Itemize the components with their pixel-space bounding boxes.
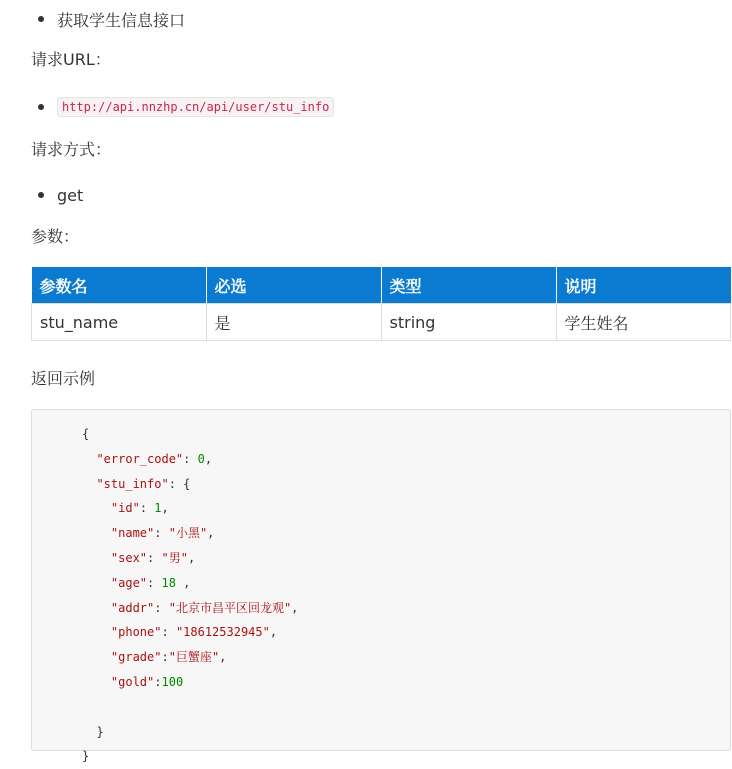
json-key: "stu_info" xyxy=(96,476,169,491)
json-string: "18612532945" xyxy=(175,625,270,640)
header-required: 必选 xyxy=(206,267,381,304)
table-row xyxy=(32,304,731,341)
json-string: "小黑" xyxy=(168,526,208,541)
header-type: 类型 xyxy=(381,267,556,304)
json-number: 100 xyxy=(161,674,184,689)
json-key: "age" xyxy=(110,575,148,590)
json-key: "name" xyxy=(110,526,155,541)
list-item-url xyxy=(38,96,334,118)
json-brace: } xyxy=(96,724,104,739)
json-key: "id" xyxy=(110,501,140,516)
json-key: "gold" xyxy=(110,674,155,689)
bullet-icon xyxy=(38,16,44,22)
json-number: 1 xyxy=(154,501,162,516)
header-param-name: 参数名 xyxy=(32,267,207,304)
json-key: "phone" xyxy=(110,625,162,640)
json-open-brace: { xyxy=(82,427,90,441)
params-label: 参数： xyxy=(31,227,80,246)
request-method: get xyxy=(57,185,84,205)
response-code-block xyxy=(31,409,731,764)
json-string: "巨蟹座" xyxy=(168,650,220,665)
json-string: "男" xyxy=(161,550,188,565)
header-description: 说明 xyxy=(556,267,731,304)
table-header-row xyxy=(32,267,731,304)
json-close-brace: } xyxy=(82,749,90,764)
cell-required: 是 xyxy=(206,304,381,341)
cell-type: string xyxy=(381,304,556,341)
cell-param-name: stu_name xyxy=(32,304,207,341)
json-code: { "error_code": 0, "stu_info": { "id": 1, "name": "小黑", "sex": "男", "age": 18 , "addr": "北京市昌平区回龙观", "phone": "18612532945", "grade":"巨蟹座", "gold":100 } } xyxy=(82,427,299,764)
json-key: "error_code" xyxy=(96,451,184,466)
bullet-icon xyxy=(38,192,44,198)
json-brace: { xyxy=(183,476,191,491)
json-key: "grade" xyxy=(110,650,162,665)
example-label: 返回示例 xyxy=(31,369,96,388)
json-key: "addr" xyxy=(110,600,155,615)
json-number: 0 xyxy=(197,451,205,466)
json-key: "sex" xyxy=(110,550,148,565)
list-item-method xyxy=(38,184,83,206)
interface-name: 获取学生信息接口 xyxy=(57,10,186,30)
cell-description: 学生姓名 xyxy=(556,304,731,341)
params-table xyxy=(31,267,731,341)
method-label: 请求方式： xyxy=(31,140,112,159)
bullet-icon xyxy=(38,104,44,110)
request-url: http://api.nnzhp.cn/api/user/stu_info xyxy=(57,97,334,117)
json-number: 18 xyxy=(161,575,176,590)
json-string: "北京市昌平区回龙观" xyxy=(168,600,292,615)
url-label: 请求URL： xyxy=(31,50,111,69)
list-item-interface xyxy=(38,8,185,30)
